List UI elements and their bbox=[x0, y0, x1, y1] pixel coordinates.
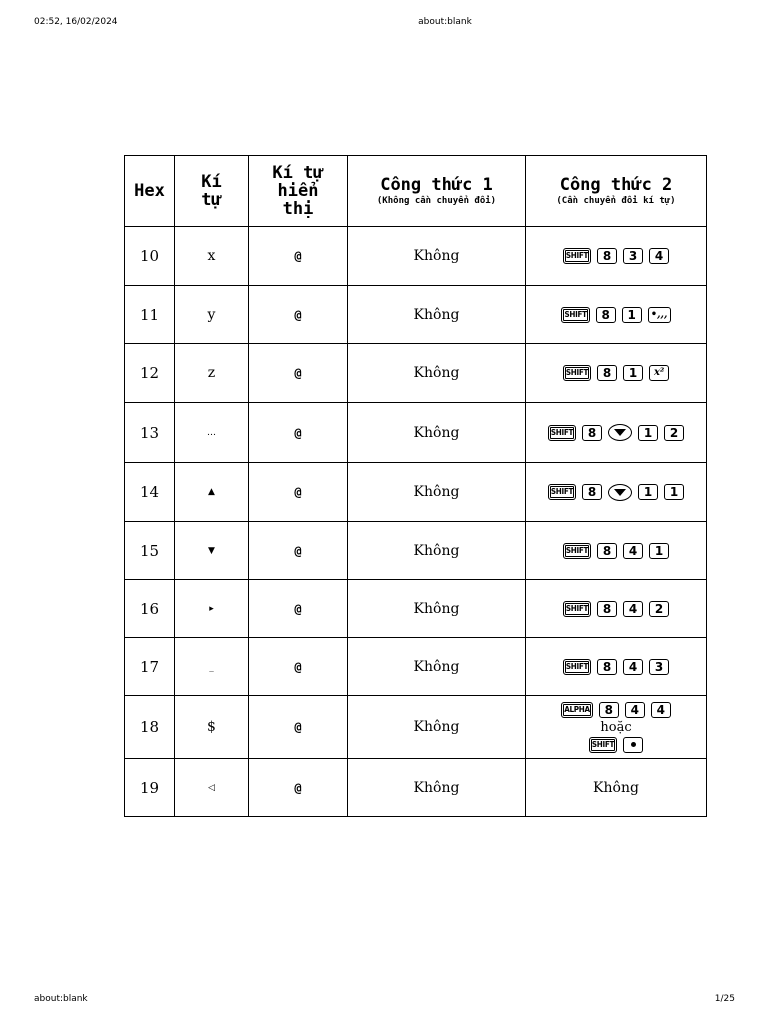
char-cell: ▸ bbox=[175, 580, 249, 638]
hex-cell: 11 bbox=[125, 286, 175, 344]
key-sequence bbox=[563, 601, 669, 617]
display-cell: @ bbox=[249, 759, 348, 817]
header-display-line1: Kí tự bbox=[272, 163, 324, 183]
display-cell: @ bbox=[249, 638, 348, 696]
formula1-cell: Không bbox=[348, 403, 526, 463]
table-row bbox=[125, 580, 707, 638]
display-cell: @ bbox=[249, 522, 348, 580]
formula2-cell bbox=[526, 522, 707, 580]
header-char bbox=[175, 156, 249, 227]
formula2-cell: Không bbox=[526, 759, 707, 817]
char-cell: ▲ bbox=[175, 463, 249, 522]
degree-key bbox=[648, 307, 671, 323]
display-cell: @ bbox=[249, 227, 348, 286]
header-display-line2: hiển bbox=[277, 181, 319, 201]
formula1-cell: Không bbox=[348, 580, 526, 638]
key-sequence bbox=[563, 248, 669, 264]
digit-key-8: 8 bbox=[582, 425, 602, 441]
digit-key-3: 3 bbox=[623, 248, 643, 264]
formula1-cell: Không bbox=[348, 286, 526, 344]
display-cell: @ bbox=[249, 463, 348, 522]
digit-key-4: 4 bbox=[651, 702, 671, 718]
shift-key: SHIFT bbox=[563, 365, 591, 381]
char-cell: z bbox=[175, 344, 249, 403]
formula2-cell bbox=[526, 227, 707, 286]
down-arrow-key bbox=[608, 484, 632, 501]
header-formula2-note: (Cần chuyển đổi kí tự) bbox=[556, 195, 676, 206]
formula1-cell: Không bbox=[348, 463, 526, 522]
key-sequence bbox=[563, 365, 669, 381]
shift-key: SHIFT bbox=[563, 659, 591, 675]
digit-key-8: 8 bbox=[597, 543, 617, 559]
header-display bbox=[249, 156, 348, 227]
header-display-line3: thị bbox=[282, 199, 314, 219]
display-cell: @ bbox=[249, 580, 348, 638]
digit-key-1: 1 bbox=[649, 543, 669, 559]
table-row bbox=[125, 403, 707, 463]
x-squared-key bbox=[649, 365, 669, 381]
character-table bbox=[124, 155, 707, 817]
digit-key-1: 1 bbox=[638, 484, 658, 500]
char-cell: x bbox=[175, 227, 249, 286]
key-label: x² bbox=[653, 367, 665, 378]
hex-cell: 19 bbox=[125, 759, 175, 817]
alpha-key: ALPHA bbox=[561, 702, 593, 718]
digit-key-8: 8 bbox=[596, 307, 616, 323]
formula2-cell bbox=[526, 286, 707, 344]
formula2-cell bbox=[526, 463, 707, 522]
digit-key-4: 4 bbox=[623, 543, 643, 559]
header-formula2-title: Công thức 2 bbox=[559, 174, 673, 195]
char-cell: … bbox=[175, 403, 249, 463]
formula1-cell: Không bbox=[348, 696, 526, 759]
key-sequence bbox=[589, 737, 643, 753]
footer-url: about:blank bbox=[34, 994, 88, 1004]
digit-key-4: 4 bbox=[623, 601, 643, 617]
shift-key: SHIFT bbox=[548, 484, 576, 500]
char-cell: ▼ bbox=[175, 522, 249, 580]
display-cell: @ bbox=[249, 403, 348, 463]
print-title: about:blank bbox=[418, 17, 472, 27]
key-sequence bbox=[561, 702, 671, 718]
display-cell: @ bbox=[249, 344, 348, 403]
hex-cell: 10 bbox=[125, 227, 175, 286]
dot-icon bbox=[631, 742, 636, 747]
print-datetime: 02:52, 16/02/2024 bbox=[34, 17, 118, 27]
char-cell: $ bbox=[175, 696, 249, 759]
table-row bbox=[125, 227, 707, 286]
shift-key: SHIFT bbox=[548, 425, 576, 441]
formula2-cell bbox=[526, 580, 707, 638]
display-cell: @ bbox=[249, 696, 348, 759]
header-formula1 bbox=[348, 156, 526, 227]
key-sequence bbox=[548, 484, 684, 501]
formula2-cell bbox=[526, 403, 707, 463]
digit-key-3: 3 bbox=[649, 659, 669, 675]
hex-cell: 15 bbox=[125, 522, 175, 580]
key-sequence bbox=[563, 659, 669, 675]
key-sequence bbox=[561, 307, 670, 323]
page-number: 1/25 bbox=[714, 994, 735, 1004]
shift-key: SHIFT bbox=[563, 601, 591, 617]
formula1-cell: Không bbox=[348, 344, 526, 403]
digit-key-2: 2 bbox=[664, 425, 684, 441]
digit-key-8: 8 bbox=[597, 659, 617, 675]
display-cell: @ bbox=[249, 286, 348, 344]
digit-key-8: 8 bbox=[599, 702, 619, 718]
table-row bbox=[125, 286, 707, 344]
digit-key-4: 4 bbox=[649, 248, 669, 264]
digit-key-1: 1 bbox=[638, 425, 658, 441]
formula1-cell: Không bbox=[348, 759, 526, 817]
digit-key-1: 1 bbox=[622, 307, 642, 323]
hex-cell: 16 bbox=[125, 580, 175, 638]
header-formula1-title: Công thức 1 bbox=[380, 174, 493, 195]
digit-key-1: 1 bbox=[664, 484, 684, 500]
table-row bbox=[125, 638, 707, 696]
down-arrow-key bbox=[608, 424, 632, 441]
key-sequence bbox=[563, 543, 669, 559]
header-char-line1: Kí bbox=[201, 172, 222, 192]
header-formula2 bbox=[526, 156, 707, 227]
table-row bbox=[125, 696, 707, 759]
char-cell: y bbox=[175, 286, 249, 344]
down-triangle-icon bbox=[614, 429, 626, 436]
digit-key-4: 4 bbox=[623, 659, 643, 675]
hex-cell: 18 bbox=[125, 696, 175, 759]
header-formula1-note: (Không cần chuyển đổi) bbox=[376, 195, 497, 206]
or-text: hoặc bbox=[600, 719, 632, 735]
char-cell: ◁ bbox=[175, 759, 249, 817]
formula1-cell: Không bbox=[348, 227, 526, 286]
digit-key-8: 8 bbox=[597, 365, 617, 381]
header-char-line2: tự bbox=[201, 190, 222, 210]
hex-cell: 17 bbox=[125, 638, 175, 696]
table-row bbox=[125, 344, 707, 403]
formula2-cell bbox=[526, 696, 707, 759]
shift-key: SHIFT bbox=[563, 543, 591, 559]
digit-key-4: 4 bbox=[625, 702, 645, 718]
shift-key: SHIFT bbox=[563, 248, 591, 264]
shift-key: SHIFT bbox=[561, 307, 589, 323]
formula1-cell: Không bbox=[348, 522, 526, 580]
formula2-cell bbox=[526, 344, 707, 403]
hex-cell: 12 bbox=[125, 344, 175, 403]
shift-key: SHIFT bbox=[589, 737, 617, 753]
key-sequence bbox=[548, 424, 684, 441]
digit-key-8: 8 bbox=[582, 484, 602, 500]
formula2-cell bbox=[526, 638, 707, 696]
key-label: •,,, bbox=[650, 308, 668, 320]
formula1-cell: Không bbox=[348, 638, 526, 696]
header-hex: Hex bbox=[125, 156, 175, 227]
table-row bbox=[125, 463, 707, 522]
digit-key-2: 2 bbox=[649, 601, 669, 617]
down-triangle-icon bbox=[614, 489, 626, 496]
char-cell: _ bbox=[175, 638, 249, 696]
hex-cell: 14 bbox=[125, 463, 175, 522]
digit-key-8: 8 bbox=[597, 601, 617, 617]
formula2-alternatives bbox=[526, 702, 706, 753]
dot-key bbox=[623, 737, 643, 753]
table-row bbox=[125, 759, 707, 817]
table-header-row bbox=[125, 156, 707, 227]
digit-key-1: 1 bbox=[623, 365, 643, 381]
table-row bbox=[125, 522, 707, 580]
digit-key-8: 8 bbox=[597, 248, 617, 264]
hex-cell: 13 bbox=[125, 403, 175, 463]
